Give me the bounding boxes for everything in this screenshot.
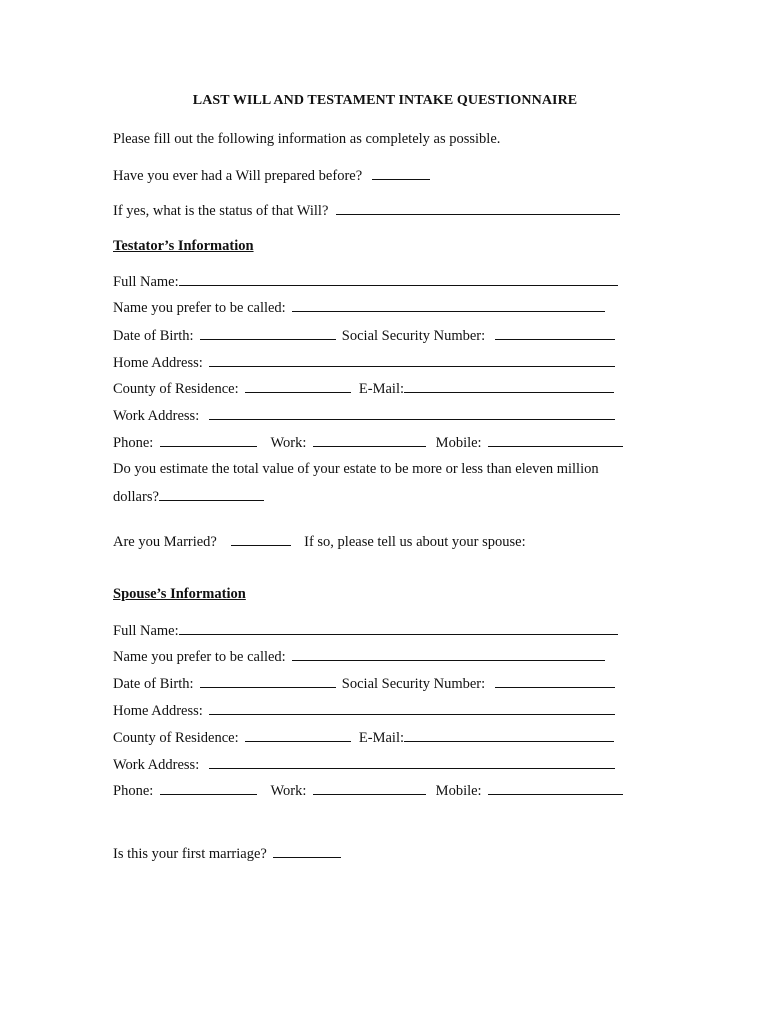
spouse-dob-field[interactable] xyxy=(200,674,336,688)
spouse-work-label: Work: xyxy=(270,783,307,799)
prior-will-field[interactable] xyxy=(372,166,430,180)
spouse-home-address-label: Home Address: xyxy=(113,703,203,719)
testator-phone-label: Phone: xyxy=(113,435,154,451)
spouse-email-label: E-Mail: xyxy=(358,730,405,746)
testator-mobile-field[interactable] xyxy=(488,433,623,447)
spouse-home-address-row xyxy=(113,701,615,720)
spouse-work-address-field[interactable] xyxy=(209,755,615,769)
estate-value-field[interactable] xyxy=(159,487,264,501)
testator-dob-field[interactable] xyxy=(200,326,336,340)
estate-question-row2 xyxy=(113,487,264,506)
testator-phone-field[interactable] xyxy=(160,433,257,447)
testator-email-field[interactable] xyxy=(404,379,614,393)
testator-preferred-name-field[interactable] xyxy=(292,298,605,312)
testator-full-name-row xyxy=(113,272,618,291)
spouse-phone-field[interactable] xyxy=(160,781,257,795)
testator-ssn-label: Social Security Number: xyxy=(341,328,486,344)
testator-heading: Testator’s Information xyxy=(113,238,254,254)
married-row xyxy=(113,532,526,551)
prior-will-status-label: If yes, what is the status of that Will? xyxy=(113,203,329,219)
testator-email-label: E-Mail: xyxy=(358,381,405,397)
spouse-preferred-name-row xyxy=(113,647,605,666)
spouse-work-phone-field[interactable] xyxy=(313,781,426,795)
testator-county-row xyxy=(113,379,614,398)
spouse-preferred-name-field[interactable] xyxy=(292,647,605,661)
testator-full-name-label: Full Name: xyxy=(113,274,179,290)
testator-work-address-field[interactable] xyxy=(209,406,615,420)
spouse-county-row xyxy=(113,728,614,747)
spouse-phone-row xyxy=(113,781,623,800)
form-title: LAST WILL AND TESTAMENT INTAKE QUESTIONNAIRE xyxy=(192,93,578,108)
spouse-phone-label: Phone: xyxy=(113,783,154,799)
first-marriage-row xyxy=(113,844,341,863)
testator-work-phone-field[interactable] xyxy=(313,433,426,447)
spouse-work-address-row xyxy=(113,755,615,774)
testator-home-address-label: Home Address: xyxy=(113,355,203,371)
spouse-home-address-field[interactable] xyxy=(209,701,615,715)
testator-home-address-field[interactable] xyxy=(209,353,615,367)
testator-work-label: Work: xyxy=(270,435,307,451)
testator-home-address-row xyxy=(113,353,615,372)
married-label: Are you Married? xyxy=(113,534,217,550)
testator-county-label: County of Residence: xyxy=(113,381,239,397)
prior-will-label: Have you ever had a Will prepared before? xyxy=(113,168,363,184)
married-field[interactable] xyxy=(231,532,291,546)
testator-ssn-field[interactable] xyxy=(495,326,615,340)
spouse-ssn-field[interactable] xyxy=(495,674,615,688)
spouse-dob-label: Date of Birth: xyxy=(113,676,194,692)
estate-question-row1 xyxy=(113,460,599,478)
first-marriage-field[interactable] xyxy=(273,844,341,858)
intro-label: Please fill out the following information as completely as possible. xyxy=(113,131,501,147)
testator-preferred-name-row xyxy=(113,298,605,317)
testator-county-field[interactable] xyxy=(245,379,351,393)
prior-will-status-row xyxy=(113,201,620,220)
spouse-full-name-field[interactable] xyxy=(179,621,618,635)
estate-question-label-line2: dollars? xyxy=(113,489,159,505)
spouse-email-field[interactable] xyxy=(404,728,614,742)
spouse-ssn-label: Social Security Number: xyxy=(341,676,486,692)
prior-will-row xyxy=(113,166,430,185)
spouse-full-name-row xyxy=(113,621,618,640)
spouse-county-label: County of Residence: xyxy=(113,730,239,746)
spouse-prompt-label: If so, please tell us about your spouse: xyxy=(304,534,526,550)
spouse-full-name-label: Full Name: xyxy=(113,623,179,639)
spouse-work-address-label: Work Address: xyxy=(113,757,200,773)
prior-will-status-field[interactable] xyxy=(336,201,620,215)
spouse-mobile-label: Mobile: xyxy=(435,783,482,799)
testator-work-address-row xyxy=(113,406,615,425)
first-marriage-label: Is this your first marriage? xyxy=(113,846,267,862)
testator-mobile-label: Mobile: xyxy=(435,435,482,451)
spouse-county-field[interactable] xyxy=(245,728,351,742)
spouse-mobile-field[interactable] xyxy=(488,781,623,795)
spouse-heading: Spouse’s Information xyxy=(113,586,246,602)
intro-text xyxy=(113,130,500,148)
testator-preferred-name-label: Name you prefer to be called: xyxy=(113,300,286,316)
testator-phone-row xyxy=(113,433,623,452)
estate-question-label-line1: Do you estimate the total value of your estate to be more or less than eleven million xyxy=(113,461,599,477)
testator-dob-label: Date of Birth: xyxy=(113,328,194,344)
testator-work-address-label: Work Address: xyxy=(113,408,200,424)
testator-dob-row xyxy=(113,326,615,345)
spouse-preferred-name-label: Name you prefer to be called: xyxy=(113,649,286,665)
spouse-dob-row xyxy=(113,674,615,693)
testator-full-name-field[interactable] xyxy=(179,272,618,286)
